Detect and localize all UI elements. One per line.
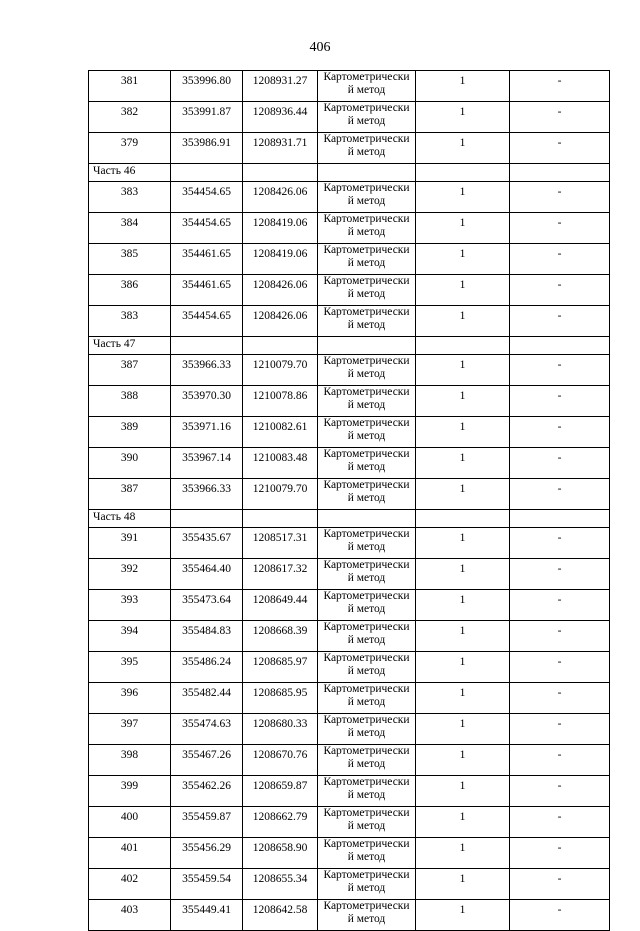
method-text-line2: й метод <box>347 665 386 677</box>
x-coordinate-cell: 353971.16 <box>171 417 243 448</box>
table-row <box>89 652 610 683</box>
method-cell <box>318 417 416 448</box>
method-text-line1: Картометрически <box>323 652 410 664</box>
accuracy-cell: 1 <box>416 559 510 590</box>
method-cell <box>318 807 416 838</box>
accuracy-cell: 1 <box>416 244 510 275</box>
section-header-row <box>89 337 610 355</box>
empty-cell <box>243 164 318 182</box>
method-text-line1: Картометрически <box>323 448 410 460</box>
method-cell <box>318 306 416 337</box>
x-coordinate-cell: 353967.14 <box>171 448 243 479</box>
method-text-line2: й метод <box>347 430 386 442</box>
table-row <box>89 590 610 621</box>
accuracy-cell: 1 <box>416 417 510 448</box>
x-coordinate-cell: 354461.65 <box>171 275 243 306</box>
method-text-line2: й метод <box>347 789 386 801</box>
x-coordinate-cell: 354454.65 <box>171 213 243 244</box>
description-cell: - <box>510 838 610 869</box>
description-cell: - <box>510 590 610 621</box>
description-cell: - <box>510 417 610 448</box>
point-number-cell: 401 <box>89 838 171 869</box>
x-coordinate-cell: 355462.26 <box>171 776 243 807</box>
description-cell: - <box>510 869 610 900</box>
method-cell <box>318 869 416 900</box>
empty-cell <box>416 337 510 355</box>
method-text-line2: й метод <box>347 115 386 127</box>
point-number-cell: 397 <box>89 714 171 745</box>
method-cell <box>318 448 416 479</box>
y-coordinate-cell: 1210079.70 <box>243 479 318 510</box>
y-coordinate-cell: 1210079.70 <box>243 355 318 386</box>
description-cell: - <box>510 714 610 745</box>
x-coordinate-cell: 354454.65 <box>171 182 243 213</box>
method-cell <box>318 386 416 417</box>
y-coordinate-cell: 1208649.44 <box>243 590 318 621</box>
description-cell: - <box>510 807 610 838</box>
empty-cell <box>510 164 610 182</box>
method-text-line2: й метод <box>347 727 386 739</box>
section-header-row <box>89 510 610 528</box>
table-row <box>89 683 610 714</box>
point-number-cell: 400 <box>89 807 171 838</box>
description-cell: - <box>510 71 610 102</box>
x-coordinate-cell: 355449.41 <box>171 900 243 931</box>
point-number-cell: 390 <box>89 448 171 479</box>
method-text-line1: Картометрически <box>323 590 410 602</box>
table-row <box>89 133 610 164</box>
method-cell <box>318 71 416 102</box>
method-text-line1: Картометрически <box>323 102 410 114</box>
accuracy-cell: 1 <box>416 71 510 102</box>
method-text-line1: Картометрически <box>323 386 410 398</box>
x-coordinate-cell: 353986.91 <box>171 133 243 164</box>
method-cell <box>318 133 416 164</box>
y-coordinate-cell: 1208517.31 <box>243 528 318 559</box>
method-text-line1: Картометрически <box>323 745 410 757</box>
empty-cell <box>510 510 610 528</box>
method-cell <box>318 528 416 559</box>
x-coordinate-cell: 354454.65 <box>171 306 243 337</box>
x-coordinate-cell: 355474.63 <box>171 714 243 745</box>
method-cell <box>318 714 416 745</box>
accuracy-cell: 1 <box>416 355 510 386</box>
y-coordinate-cell: 1208668.39 <box>243 621 318 652</box>
table-row <box>89 213 610 244</box>
accuracy-cell: 1 <box>416 900 510 931</box>
x-coordinate-cell: 355484.83 <box>171 621 243 652</box>
empty-cell <box>318 510 416 528</box>
method-text-line1: Картометрически <box>323 213 410 225</box>
x-coordinate-cell: 353991.87 <box>171 102 243 133</box>
empty-cell <box>416 164 510 182</box>
method-cell <box>318 621 416 652</box>
y-coordinate-cell: 1208936.44 <box>243 102 318 133</box>
y-coordinate-cell: 1208658.90 <box>243 838 318 869</box>
x-coordinate-cell: 353970.30 <box>171 386 243 417</box>
table-row <box>89 528 610 559</box>
accuracy-cell: 1 <box>416 306 510 337</box>
method-cell <box>318 776 416 807</box>
description-cell: - <box>510 479 610 510</box>
table-row <box>89 306 610 337</box>
description-cell: - <box>510 528 610 559</box>
section-label: Часть 47 <box>89 337 171 355</box>
table-row <box>89 479 610 510</box>
method-text-line2: й метод <box>347 882 386 894</box>
accuracy-cell: 1 <box>416 652 510 683</box>
table-row <box>89 355 610 386</box>
method-cell <box>318 244 416 275</box>
accuracy-cell: 1 <box>416 102 510 133</box>
x-coordinate-cell: 355482.44 <box>171 683 243 714</box>
description-cell: - <box>510 133 610 164</box>
description-cell: - <box>510 355 610 386</box>
method-text-line1: Картометрически <box>323 275 410 287</box>
description-cell: - <box>510 275 610 306</box>
method-cell <box>318 102 416 133</box>
method-text-line2: й метод <box>347 851 386 863</box>
method-text-line1: Картометрически <box>323 244 410 256</box>
method-cell <box>318 590 416 621</box>
method-text-line2: й метод <box>347 195 386 207</box>
y-coordinate-cell: 1208426.06 <box>243 182 318 213</box>
x-coordinate-cell: 354461.65 <box>171 244 243 275</box>
y-coordinate-cell: 1208617.32 <box>243 559 318 590</box>
method-text-line2: й метод <box>347 820 386 832</box>
accuracy-cell: 1 <box>416 182 510 213</box>
y-coordinate-cell: 1208670.76 <box>243 745 318 776</box>
x-coordinate-cell: 355486.24 <box>171 652 243 683</box>
x-coordinate-cell: 355467.26 <box>171 745 243 776</box>
method-text-line1: Картометрически <box>323 621 410 633</box>
method-text-line1: Картометрически <box>323 869 410 881</box>
empty-cell <box>318 164 416 182</box>
y-coordinate-cell: 1208662.79 <box>243 807 318 838</box>
method-cell <box>318 275 416 306</box>
table-row <box>89 182 610 213</box>
accuracy-cell: 1 <box>416 275 510 306</box>
method-text-line1: Картометрически <box>323 528 410 540</box>
coordinates-table-body <box>89 71 610 931</box>
method-text-line1: Картометрически <box>323 559 410 571</box>
method-text-line1: Картометрически <box>323 479 410 491</box>
table-row <box>89 900 610 931</box>
point-number-cell: 403 <box>89 900 171 931</box>
description-cell: - <box>510 213 610 244</box>
x-coordinate-cell: 353996.80 <box>171 71 243 102</box>
description-cell: - <box>510 306 610 337</box>
method-text-line2: й метод <box>347 913 386 925</box>
point-number-cell: 381 <box>89 71 171 102</box>
table-row <box>89 838 610 869</box>
method-text-line2: й метод <box>347 696 386 708</box>
method-text-line1: Картометрически <box>323 417 410 429</box>
method-text-line1: Картометрически <box>323 807 410 819</box>
y-coordinate-cell: 1208685.95 <box>243 683 318 714</box>
accuracy-cell: 1 <box>416 745 510 776</box>
description-cell: - <box>510 559 610 590</box>
section-label: Часть 48 <box>89 510 171 528</box>
method-cell <box>318 479 416 510</box>
y-coordinate-cell: 1208419.06 <box>243 213 318 244</box>
description-cell: - <box>510 102 610 133</box>
coordinates-table <box>88 70 610 931</box>
accuracy-cell: 1 <box>416 386 510 417</box>
method-text-line2: й метод <box>347 541 386 553</box>
accuracy-cell: 1 <box>416 807 510 838</box>
method-text-line1: Картометрически <box>323 306 410 318</box>
method-text-line2: й метод <box>347 634 386 646</box>
empty-cell <box>416 510 510 528</box>
method-text-line2: й метод <box>347 572 386 584</box>
y-coordinate-cell: 1208655.34 <box>243 869 318 900</box>
table-row <box>89 417 610 448</box>
description-cell: - <box>510 448 610 479</box>
method-text-line2: й метод <box>347 758 386 770</box>
accuracy-cell: 1 <box>416 479 510 510</box>
y-coordinate-cell: 1208685.97 <box>243 652 318 683</box>
description-cell: - <box>510 683 610 714</box>
table-row <box>89 71 610 102</box>
method-text-line1: Картометрически <box>323 776 410 788</box>
method-text-line1: Картометрически <box>323 182 410 194</box>
method-text-line2: й метод <box>347 399 386 411</box>
point-number-cell: 384 <box>89 213 171 244</box>
empty-cell <box>171 164 243 182</box>
method-text-line2: й метод <box>347 368 386 380</box>
accuracy-cell: 1 <box>416 213 510 244</box>
page-number: 406 <box>309 40 331 55</box>
method-cell <box>318 838 416 869</box>
section-label: Часть 46 <box>89 164 171 182</box>
table-row <box>89 448 610 479</box>
point-number-cell: 399 <box>89 776 171 807</box>
accuracy-cell: 1 <box>416 683 510 714</box>
table-row <box>89 869 610 900</box>
x-coordinate-cell: 355473.64 <box>171 590 243 621</box>
point-number-cell: 385 <box>89 244 171 275</box>
x-coordinate-cell: 355459.54 <box>171 869 243 900</box>
x-coordinate-cell: 353966.33 <box>171 355 243 386</box>
method-cell <box>318 683 416 714</box>
table-row <box>89 275 610 306</box>
method-cell <box>318 900 416 931</box>
point-number-cell: 382 <box>89 102 171 133</box>
description-cell: - <box>510 386 610 417</box>
point-number-cell: 396 <box>89 683 171 714</box>
table-row <box>89 244 610 275</box>
method-text-line1: Картометрически <box>323 900 410 912</box>
y-coordinate-cell: 1210082.61 <box>243 417 318 448</box>
method-text-line2: й метод <box>347 84 386 96</box>
point-number-cell: 387 <box>89 355 171 386</box>
method-cell <box>318 652 416 683</box>
empty-cell <box>510 337 610 355</box>
point-number-cell: 389 <box>89 417 171 448</box>
empty-cell <box>171 510 243 528</box>
description-cell: - <box>510 900 610 931</box>
y-coordinate-cell: 1208680.33 <box>243 714 318 745</box>
point-number-cell: 388 <box>89 386 171 417</box>
empty-cell <box>243 510 318 528</box>
method-text-line2: й метод <box>347 492 386 504</box>
method-text-line1: Картометрически <box>323 714 410 726</box>
x-coordinate-cell: 355459.87 <box>171 807 243 838</box>
point-number-cell: 402 <box>89 869 171 900</box>
description-cell: - <box>510 776 610 807</box>
method-text-line1: Картометрически <box>323 838 410 850</box>
accuracy-cell: 1 <box>416 776 510 807</box>
y-coordinate-cell: 1208419.06 <box>243 244 318 275</box>
point-number-cell: 379 <box>89 133 171 164</box>
y-coordinate-cell: 1210083.48 <box>243 448 318 479</box>
x-coordinate-cell: 353966.33 <box>171 479 243 510</box>
method-text-line2: й метод <box>347 226 386 238</box>
empty-cell <box>171 337 243 355</box>
method-cell <box>318 182 416 213</box>
empty-cell <box>243 337 318 355</box>
accuracy-cell: 1 <box>416 528 510 559</box>
method-cell <box>318 213 416 244</box>
section-header-row <box>89 164 610 182</box>
y-coordinate-cell: 1208642.58 <box>243 900 318 931</box>
method-text-line2: й метод <box>347 603 386 615</box>
table-row <box>89 745 610 776</box>
accuracy-cell: 1 <box>416 133 510 164</box>
method-text-line2: й метод <box>347 257 386 269</box>
point-number-cell: 394 <box>89 621 171 652</box>
method-cell <box>318 355 416 386</box>
table-row <box>89 559 610 590</box>
description-cell: - <box>510 621 610 652</box>
x-coordinate-cell: 355435.67 <box>171 528 243 559</box>
description-cell: - <box>510 652 610 683</box>
point-number-cell: 387 <box>89 479 171 510</box>
y-coordinate-cell: 1208426.06 <box>243 306 318 337</box>
table-row <box>89 807 610 838</box>
method-text-line1: Картометрически <box>323 71 410 83</box>
y-coordinate-cell: 1208426.06 <box>243 275 318 306</box>
point-number-cell: 386 <box>89 275 171 306</box>
point-number-cell: 398 <box>89 745 171 776</box>
description-cell: - <box>510 182 610 213</box>
description-cell: - <box>510 244 610 275</box>
accuracy-cell: 1 <box>416 448 510 479</box>
accuracy-cell: 1 <box>416 621 510 652</box>
point-number-cell: 392 <box>89 559 171 590</box>
y-coordinate-cell: 1208931.27 <box>243 71 318 102</box>
table-row <box>89 776 610 807</box>
description-cell: - <box>510 745 610 776</box>
table-row <box>89 102 610 133</box>
accuracy-cell: 1 <box>416 838 510 869</box>
accuracy-cell: 1 <box>416 590 510 621</box>
point-number-cell: 395 <box>89 652 171 683</box>
empty-cell <box>318 337 416 355</box>
method-text-line2: й метод <box>347 461 386 473</box>
y-coordinate-cell: 1208931.71 <box>243 133 318 164</box>
x-coordinate-cell: 355456.29 <box>171 838 243 869</box>
x-coordinate-cell: 355464.40 <box>171 559 243 590</box>
table-row <box>89 386 610 417</box>
method-text-line1: Картометрически <box>323 355 410 367</box>
method-cell <box>318 745 416 776</box>
point-number-cell: 393 <box>89 590 171 621</box>
method-text-line2: й метод <box>347 319 386 331</box>
method-text-line2: й метод <box>347 146 386 158</box>
method-text-line1: Картометрически <box>323 133 410 145</box>
accuracy-cell: 1 <box>416 714 510 745</box>
point-number-cell: 383 <box>89 306 171 337</box>
table-row <box>89 714 610 745</box>
y-coordinate-cell: 1208659.87 <box>243 776 318 807</box>
y-coordinate-cell: 1210078.86 <box>243 386 318 417</box>
point-number-cell: 391 <box>89 528 171 559</box>
point-number-cell: 383 <box>89 182 171 213</box>
accuracy-cell: 1 <box>416 869 510 900</box>
method-cell <box>318 559 416 590</box>
table-row <box>89 621 610 652</box>
method-text-line2: й метод <box>347 288 386 300</box>
method-text-line1: Картометрически <box>323 683 410 695</box>
